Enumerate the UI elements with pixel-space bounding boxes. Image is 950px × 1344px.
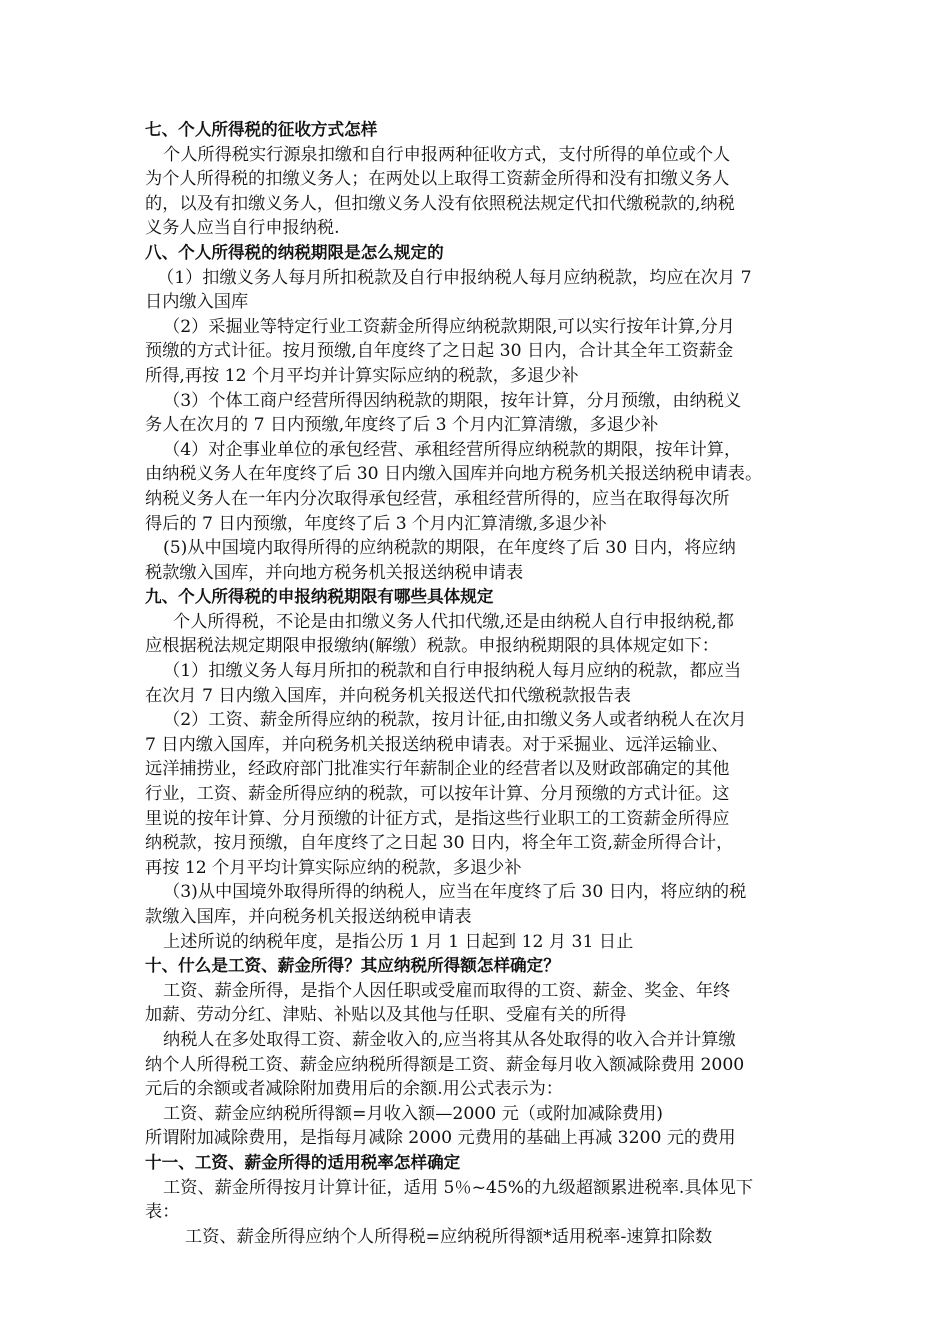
text-line: （1）扣缴义务人每月所扣税款及自行申报纳税人每月应纳税款，均应在次月 7 [157, 267, 752, 288]
text-line: 日内缴入国库 [145, 292, 249, 313]
text-line: 再按 12 个月平均计算实际应纳的税款，多退少补 [145, 857, 522, 878]
text-line: 款缴入国库，并向税务机关报送纳税申请表 [145, 907, 472, 927]
section-heading: 八、个人所得税的纳税期限是怎么规定的 [145, 242, 444, 262]
text-line: 工资、薪金所得，是指个人因任职或受雇而取得的工资、薪金、奖金、年终 [163, 980, 731, 1001]
text-line: 在次月 7 日内缴入国库，并向税务机关报送代扣代缴税款报告表 [145, 685, 631, 706]
text-line: 上述所说的纳税年度，是指公历 1 月 1 日起到 12 月 31 日止 [163, 931, 634, 952]
text-line: 所得,再按 12 个月平均并计算实际应纳的税款，多退少补 [145, 365, 579, 386]
text-line: （3)从中国境外取得所得的纳税人，应当在年度终了后 30 日内，将应纳的税 [163, 882, 747, 903]
text-line: 元后的余额或者减除附加费用后的余额.用公式表示为： [145, 1079, 563, 1100]
section-heading: 十、什么是工资、薪金所得？其应纳税所得额怎样确定？ [145, 956, 560, 976]
text-line: （4）对企事业单位的承包经营、承租经营所得应纳税款的期限，按年计算， [163, 439, 742, 460]
text-line: 义务人应当自行申报纳税. [145, 218, 340, 239]
text-line: 应根据税法规定期限申报缴纳(解缴）税款。申报纳税期限的具体规定如下： [145, 636, 719, 657]
section-heading: 七、个人所得税的征收方式怎样 [145, 120, 378, 139]
text-line: 个人所得税实行源泉扣缴和自行申报两种征收方式，支付所得的单位或个人 [163, 144, 731, 165]
section-heading: 九、个人所得税的申报纳税期限有哪些具体规定 [145, 587, 494, 607]
text-line: 个人所得税，不论是由扣缴义务人代扣代缴,还是由纳税人自行申报纳税,都 [173, 611, 734, 632]
text-line: （2）工资、薪金所得应纳的税款，按月计征,由扣缴义务人或者纳税人在次月 [163, 710, 747, 731]
text-line: 行业，工资、薪金所得应纳的税款，可以按年计算、分月预缴的方式计征。这 [145, 784, 730, 805]
text-line: 得后的 7 日内预缴，年度终了后 3 个月内汇算清缴,多退少补 [145, 513, 607, 534]
text-line: （2）采掘业等特定行业工资薪金所得应纳税款期限,可以实行按年计算,分月 [163, 316, 735, 337]
text-line: （3）个体工商户经营所得因纳税款的期限，按年计算，分月预缴，由纳税义 [163, 390, 742, 411]
text-line: (5)从中国境内取得所得的应纳税款的期限，在年度终了后 30 日内，将应纳 [163, 538, 736, 559]
text-line: 纳个人所得税工资、薪金应纳税所得额是工资、薪金每月收入额减除费用 2000 [145, 1054, 745, 1075]
text-line: 工资、薪金应纳税所得额=月收入额—2000 元（或附加减除费用) [163, 1103, 664, 1124]
text-line: 所谓附加减除费用，是指每月减除 2000 元费用的基础上再减 3200 元的费用 [145, 1128, 736, 1149]
text-line: 为个人所得税的扣缴义务人；在两处以上取得工资薪金所得和没有扣缴义务人 [145, 169, 730, 190]
text-line: 预缴的方式计征。按月预缴,自年度终了之日起 30 日内，合计其全年工资薪金 [145, 341, 734, 362]
text-line: （1）扣缴义务人每月所扣的税款和自行申报纳税人每月应纳的税款，都应当 [163, 661, 742, 682]
text-line: 务人在次月的 7 日内预缴,年度终了后 3 个月内汇算清缴，多退少补 [145, 415, 659, 436]
text-line: 工资、薪金所得应纳个人所得税=应纳税所得额*适用税率-速算扣除数 [185, 1226, 713, 1247]
text-line: 7 日内缴入国库，并向税务机关报送纳税申请表。对于采掘业、远洋运输业、 [145, 734, 729, 755]
text-line: 里说的按年计算、分月预缴的计征方式，是指这些行业职工的工资薪金所得应 [145, 808, 730, 829]
section-heading: 十一、工资、薪金所得的适用税率怎样确定 [145, 1152, 461, 1172]
text-line: 加薪、劳动分红、津贴、补贴以及其他与任职、受雇有关的所得 [145, 1005, 627, 1026]
text-line: 远洋捕捞业，经政府部门批准实行年薪制企业的经营者以及财政部确定的其他 [145, 759, 730, 780]
text-line: 的，以及有扣缴义务人，但扣缴义务人没有依照税法规定代扣代缴税款的,纳税 [145, 193, 735, 214]
text-line: 纳税人在多处取得工资、薪金收入的,应当将其从各处取得的收入合并计算缴 [163, 1029, 736, 1050]
text-line: 由纳税义务人在年度终了后 30 日内缴入国库并向地方税务机关报送纳税申请表。 [145, 464, 763, 485]
document-body [145, 118, 817, 1249]
text-line: 税款缴入国库，并向地方税务机关报送纳税申请表 [145, 562, 524, 583]
text-line: 纳税款，按月预缴，自年度终了之日起 30 日内，将全年工资,薪金所得合计， [145, 833, 734, 854]
text-line: 表： [145, 1202, 180, 1223]
text-line: 工资、薪金所得按月计算计征，适用 5％~45%的九级超额累进税率.具体见下 [163, 1177, 754, 1198]
text-line: 纳税义务人在一年内分次取得承包经营，承租经营所得的，应当在取得每次所 [145, 488, 730, 509]
